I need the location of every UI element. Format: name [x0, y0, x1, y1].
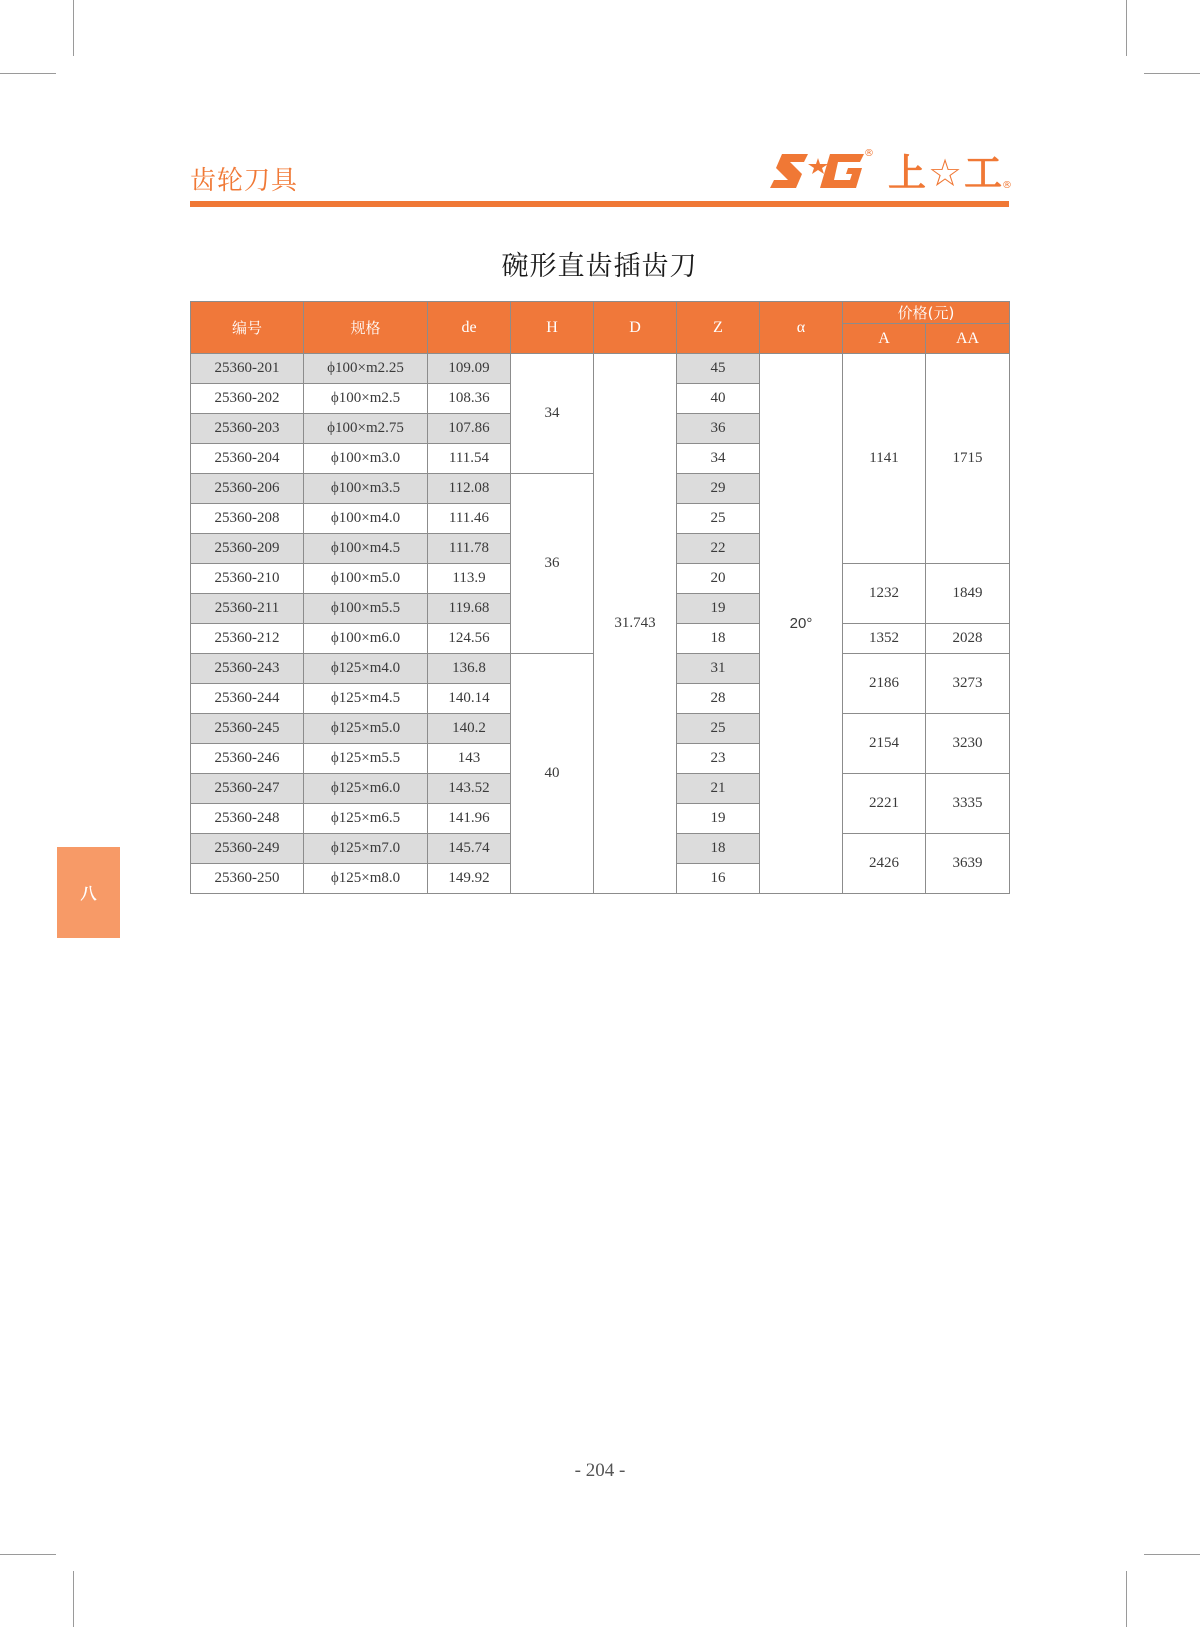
cell-spec: ϕ100×m3.5 — [304, 474, 428, 504]
crop-mark — [1126, 1571, 1127, 1627]
col-header-alpha: α — [760, 302, 843, 354]
cell-de: 145.74 — [428, 834, 511, 864]
cell-z: 16 — [677, 864, 760, 894]
cell-code: 25360-201 — [191, 354, 304, 384]
col-header-price-aa: AA — [926, 324, 1010, 354]
cell-z: 19 — [677, 804, 760, 834]
cell-price-a: 2426 — [843, 834, 926, 894]
cell-code: 25360-203 — [191, 414, 304, 444]
cell-de: 109.09 — [428, 354, 511, 384]
cell-de: 143 — [428, 744, 511, 774]
cell-spec: ϕ100×m4.0 — [304, 504, 428, 534]
cell-z: 45 — [677, 354, 760, 384]
col-header-d: D — [594, 302, 677, 354]
cell-code: 25360-209 — [191, 534, 304, 564]
cell-spec: ϕ125×m7.0 — [304, 834, 428, 864]
crop-mark — [0, 73, 56, 74]
col-header-h: H — [511, 302, 594, 354]
cell-de: 112.08 — [428, 474, 511, 504]
cell-price-aa: 2028 — [926, 624, 1010, 654]
col-header-price: 价格(元) — [843, 302, 1010, 324]
cell-price-aa: 3639 — [926, 834, 1010, 894]
cell-z: 22 — [677, 534, 760, 564]
registered-mark: ® — [1002, 180, 1012, 191]
cell-price-aa: 3230 — [926, 714, 1010, 774]
cell-de: 136.8 — [428, 654, 511, 684]
cell-spec: ϕ125×m4.5 — [304, 684, 428, 714]
cell-spec: ϕ125×m6.0 — [304, 774, 428, 804]
cell-z: 25 — [677, 714, 760, 744]
crop-mark — [1144, 1554, 1200, 1555]
header-rule — [190, 201, 1009, 207]
cell-spec: ϕ100×m6.0 — [304, 624, 428, 654]
logo-text: 上☆工 — [888, 151, 1005, 195]
cell-de: 111.54 — [428, 444, 511, 474]
cell-code: 25360-246 — [191, 744, 304, 774]
crop-mark — [73, 1571, 74, 1627]
cell-de: 111.78 — [428, 534, 511, 564]
cell-z: 25 — [677, 504, 760, 534]
cell-de: 140.14 — [428, 684, 511, 714]
cell-code: 25360-212 — [191, 624, 304, 654]
crop-mark — [73, 0, 74, 56]
cell-code: 25360-243 — [191, 654, 304, 684]
registered-mark: ® — [864, 148, 874, 159]
cell-spec: ϕ100×m5.5 — [304, 594, 428, 624]
cell-de: 107.86 — [428, 414, 511, 444]
cell-de: 111.46 — [428, 504, 511, 534]
col-header-spec: 规格 — [304, 302, 428, 354]
cell-code: 25360-206 — [191, 474, 304, 504]
cell-price-a: 2154 — [843, 714, 926, 774]
cell-z: 23 — [677, 744, 760, 774]
page-title: 碗形直齿插齿刀 — [501, 251, 698, 282]
cell-de: 108.36 — [428, 384, 511, 414]
cell-code: 25360-244 — [191, 684, 304, 714]
cell-price-a: 2221 — [843, 774, 926, 834]
cell-price-aa: 3273 — [926, 654, 1010, 714]
chapter-tab: 八 — [57, 847, 120, 938]
cell-spec: ϕ100×m4.5 — [304, 534, 428, 564]
cell-price-aa: 3335 — [926, 774, 1010, 834]
col-header-price-a: A — [843, 324, 926, 354]
cell-de: 141.96 — [428, 804, 511, 834]
cell-spec: ϕ125×m6.5 — [304, 804, 428, 834]
cell-price-a: 1352 — [843, 624, 926, 654]
cell-h: 40 — [511, 654, 594, 894]
cell-z: 21 — [677, 774, 760, 804]
spec-table — [190, 301, 1010, 894]
cell-h: 36 — [511, 474, 594, 654]
cell-price-aa: 1849 — [926, 564, 1010, 624]
cell-spec: ϕ100×m3.0 — [304, 444, 428, 474]
cell-code: 25360-211 — [191, 594, 304, 624]
cell-spec: ϕ100×m5.0 — [304, 564, 428, 594]
cell-code: 25360-249 — [191, 834, 304, 864]
cell-code: 25360-250 — [191, 864, 304, 894]
cell-z: 20 — [677, 564, 760, 594]
cell-code: 25360-245 — [191, 714, 304, 744]
cell-spec: ϕ100×m2.25 — [304, 354, 428, 384]
cell-z: 29 — [677, 474, 760, 504]
cell-spec: ϕ125×m5.5 — [304, 744, 428, 774]
cell-code: 25360-204 — [191, 444, 304, 474]
cell-code: 25360-248 — [191, 804, 304, 834]
section-title: 齿轮刀具 — [190, 166, 299, 196]
cell-z: 18 — [677, 834, 760, 864]
cell-spec: ϕ125×m5.0 — [304, 714, 428, 744]
cell-de: 140.2 — [428, 714, 511, 744]
cell-code: 25360-208 — [191, 504, 304, 534]
cell-z: 40 — [677, 384, 760, 414]
cell-price-a: 1232 — [843, 564, 926, 624]
cell-z: 18 — [677, 624, 760, 654]
cell-spec: ϕ125×m4.0 — [304, 654, 428, 684]
cell-code: 25360-247 — [191, 774, 304, 804]
cell-alpha: 20° — [760, 354, 843, 894]
cell-de: 124.56 — [428, 624, 511, 654]
page-number: - 204 - — [574, 1460, 626, 1481]
crop-mark — [0, 1554, 56, 1555]
cell-price-a: 1141 — [843, 354, 926, 564]
cell-z: 36 — [677, 414, 760, 444]
brand-logo — [768, 150, 1012, 196]
cell-z: 31 — [677, 654, 760, 684]
crop-mark — [1126, 0, 1127, 56]
cell-z: 34 — [677, 444, 760, 474]
col-header-code: 编号 — [191, 302, 304, 354]
cell-de: 113.9 — [428, 564, 511, 594]
cell-de: 149.92 — [428, 864, 511, 894]
crop-mark — [1144, 73, 1200, 74]
cell-z: 19 — [677, 594, 760, 624]
cell-spec: ϕ125×m8.0 — [304, 864, 428, 894]
cell-code: 25360-210 — [191, 564, 304, 594]
cell-spec: ϕ100×m2.75 — [304, 414, 428, 444]
sg-logo-mark — [768, 150, 868, 190]
cell-z: 28 — [677, 684, 760, 714]
cell-de: 143.52 — [428, 774, 511, 804]
cell-price-aa: 1715 — [926, 354, 1010, 564]
col-header-de: de — [428, 302, 511, 354]
cell-d: 31.743 — [594, 354, 677, 894]
cell-h: 34 — [511, 354, 594, 474]
cell-de: 119.68 — [428, 594, 511, 624]
cell-code: 25360-202 — [191, 384, 304, 414]
cell-price-a: 2186 — [843, 654, 926, 714]
col-header-z: Z — [677, 302, 760, 354]
cell-spec: ϕ100×m2.5 — [304, 384, 428, 414]
